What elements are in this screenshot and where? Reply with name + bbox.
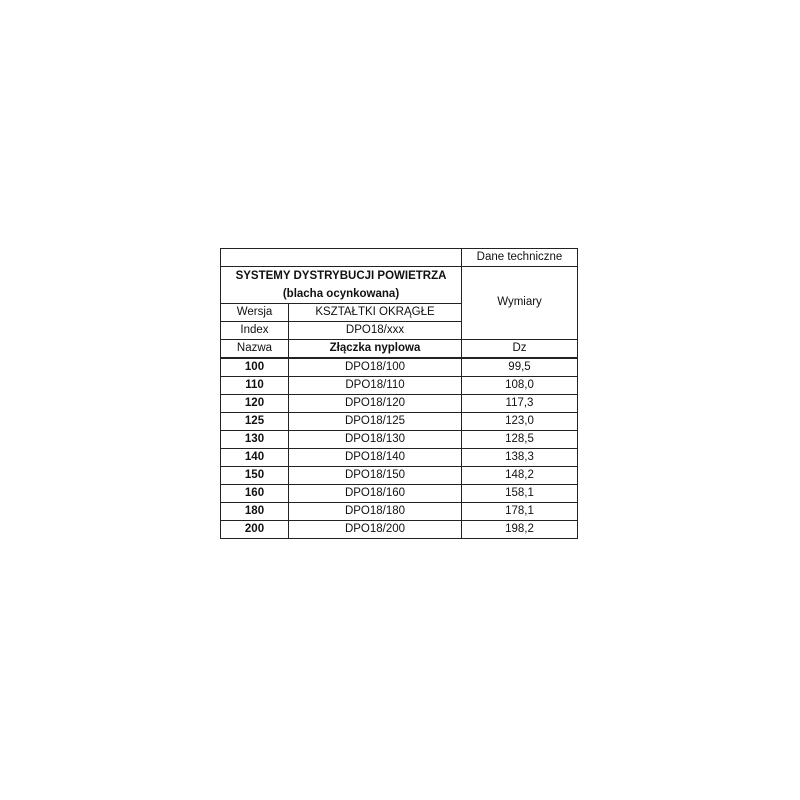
wersja-label: Wersja xyxy=(221,304,289,322)
row-index: DPO18/180 xyxy=(289,503,462,521)
row-dz: 198,2 xyxy=(462,521,578,539)
table-row xyxy=(221,467,578,485)
row-dz: 148,2 xyxy=(462,467,578,485)
row-index: DPO18/130 xyxy=(289,431,462,449)
table-row xyxy=(221,449,578,467)
table-row xyxy=(221,521,578,539)
row-dz: 123,0 xyxy=(462,413,578,431)
row-index: DPO18/100 xyxy=(289,358,462,377)
row-name: 100 xyxy=(221,358,289,377)
title-line-1: SYSTEMY DYSTRYBUCJI POWIETRZA xyxy=(235,270,447,282)
table-row xyxy=(221,358,578,377)
row-index: DPO18/120 xyxy=(289,395,462,413)
row-index: DPO18/140 xyxy=(289,449,462,467)
empty-header-cell xyxy=(221,249,462,267)
row-name: 120 xyxy=(221,395,289,413)
row-index: DPO18/150 xyxy=(289,467,462,485)
row-index: DPO18/110 xyxy=(289,377,462,395)
row-name: 200 xyxy=(221,521,289,539)
table-row xyxy=(221,395,578,413)
row-name: 180 xyxy=(221,503,289,521)
row-name: 150 xyxy=(221,467,289,485)
table-row xyxy=(221,431,578,449)
tech-data-label: Dane techniczne xyxy=(462,249,578,267)
row-dz: 99,5 xyxy=(462,358,578,377)
row-dz: 117,3 xyxy=(462,395,578,413)
table-row xyxy=(221,503,578,521)
row-name: 110 xyxy=(221,377,289,395)
row-name: 130 xyxy=(221,431,289,449)
dz-label: Dz xyxy=(462,340,578,359)
dimensions-label: Wymiary xyxy=(462,267,578,340)
nazwa-value: Złączka nyplowa xyxy=(289,340,462,359)
nazwa-label: Nazwa xyxy=(221,340,289,359)
row-dz: 128,5 xyxy=(462,431,578,449)
column-header-row xyxy=(221,340,578,359)
table-row xyxy=(221,413,578,431)
row-index: DPO18/160 xyxy=(289,485,462,503)
index-value: DPO18/xxx xyxy=(289,322,462,340)
table-title xyxy=(221,267,462,304)
table-row xyxy=(221,485,578,503)
row-index: DPO18/125 xyxy=(289,413,462,431)
title-line-2: (blacha ocynkowana) xyxy=(282,288,400,300)
table-row xyxy=(221,377,578,395)
wersja-value: KSZTAŁTKI OKRĄGŁE xyxy=(289,304,462,322)
row-name: 140 xyxy=(221,449,289,467)
row-name: 160 xyxy=(221,485,289,503)
spec-table xyxy=(220,248,578,539)
row-dz: 138,3 xyxy=(462,449,578,467)
title-row xyxy=(221,267,578,304)
index-label: Index xyxy=(221,322,289,340)
row-dz: 158,1 xyxy=(462,485,578,503)
header-row-top xyxy=(221,249,578,267)
row-dz: 108,0 xyxy=(462,377,578,395)
row-dz: 178,1 xyxy=(462,503,578,521)
row-index: DPO18/200 xyxy=(289,521,462,539)
row-name: 125 xyxy=(221,413,289,431)
